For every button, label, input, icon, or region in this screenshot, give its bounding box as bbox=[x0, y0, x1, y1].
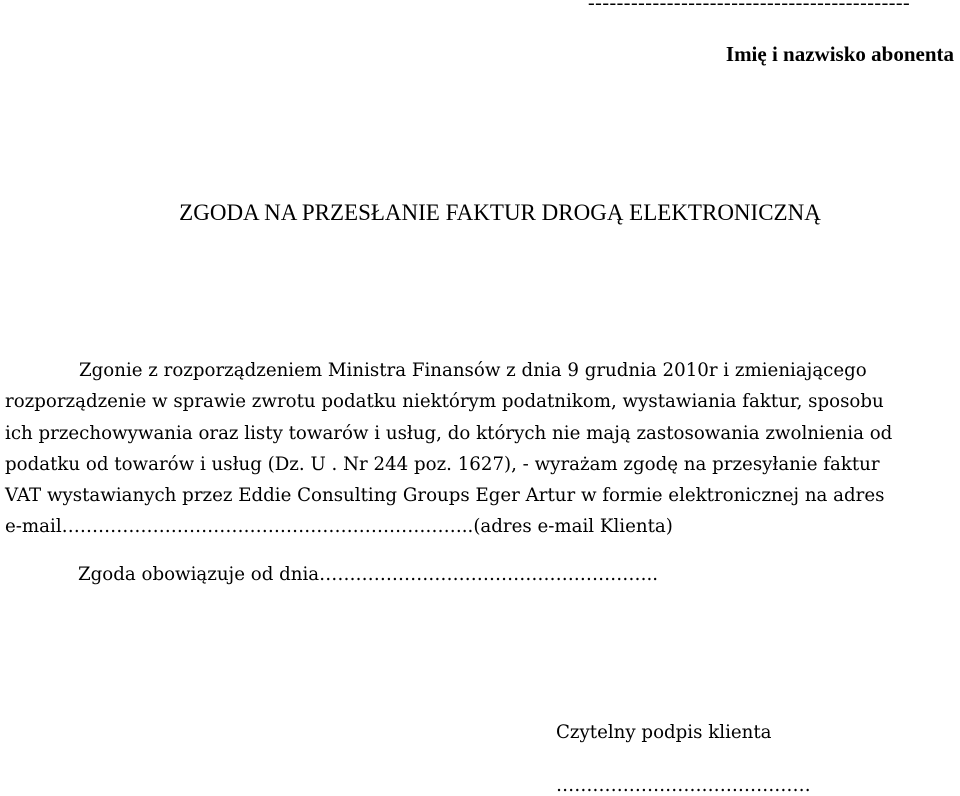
signature-label: Czytelny podpis klienta bbox=[556, 722, 772, 743]
consent-date-field: Zgoda obowiązuje od dnia……………………………………………….. bbox=[78, 564, 659, 585]
body-line: VAT wystawianych przez Eddie Consulting Groups Eger Artur w formie elektronicznej na adres bbox=[5, 485, 885, 507]
body-line: podatku od towarów i usług (Dz. U . Nr 244 poz. 1627), - wyrażam zgodę na przesyłanie faktur bbox=[5, 453, 880, 475]
signature-line: …………………………………… bbox=[556, 775, 811, 796]
subscriber-name-label: Imię i nazwisko abonenta bbox=[725, 42, 954, 66]
subscriber-name-line: --------------------------------------------- bbox=[588, 0, 911, 14]
body-line: Zgonie z rozporządzeniem Ministra Finansów z dnia 9 grudnia 2010r i zmieniającego bbox=[79, 360, 867, 381]
body-line: e-mail…………………………………………………………..(adres e-mail Klienta) bbox=[5, 516, 673, 538]
body-line: rozporządzenie w sprawie zwrotu podatku niektórym podatnikom, wystawiania faktur, sposobu bbox=[5, 391, 884, 413]
consent-body bbox=[5, 355, 955, 543]
document-title: ZGODA NA PRZESŁANIE FAKTUR DROGĄ ELEKTRONICZNĄ bbox=[179, 200, 821, 225]
body-line: ich przechowywania oraz listy towarów i usług, do których nie mają zastosowania zwolnienia od bbox=[5, 422, 893, 444]
